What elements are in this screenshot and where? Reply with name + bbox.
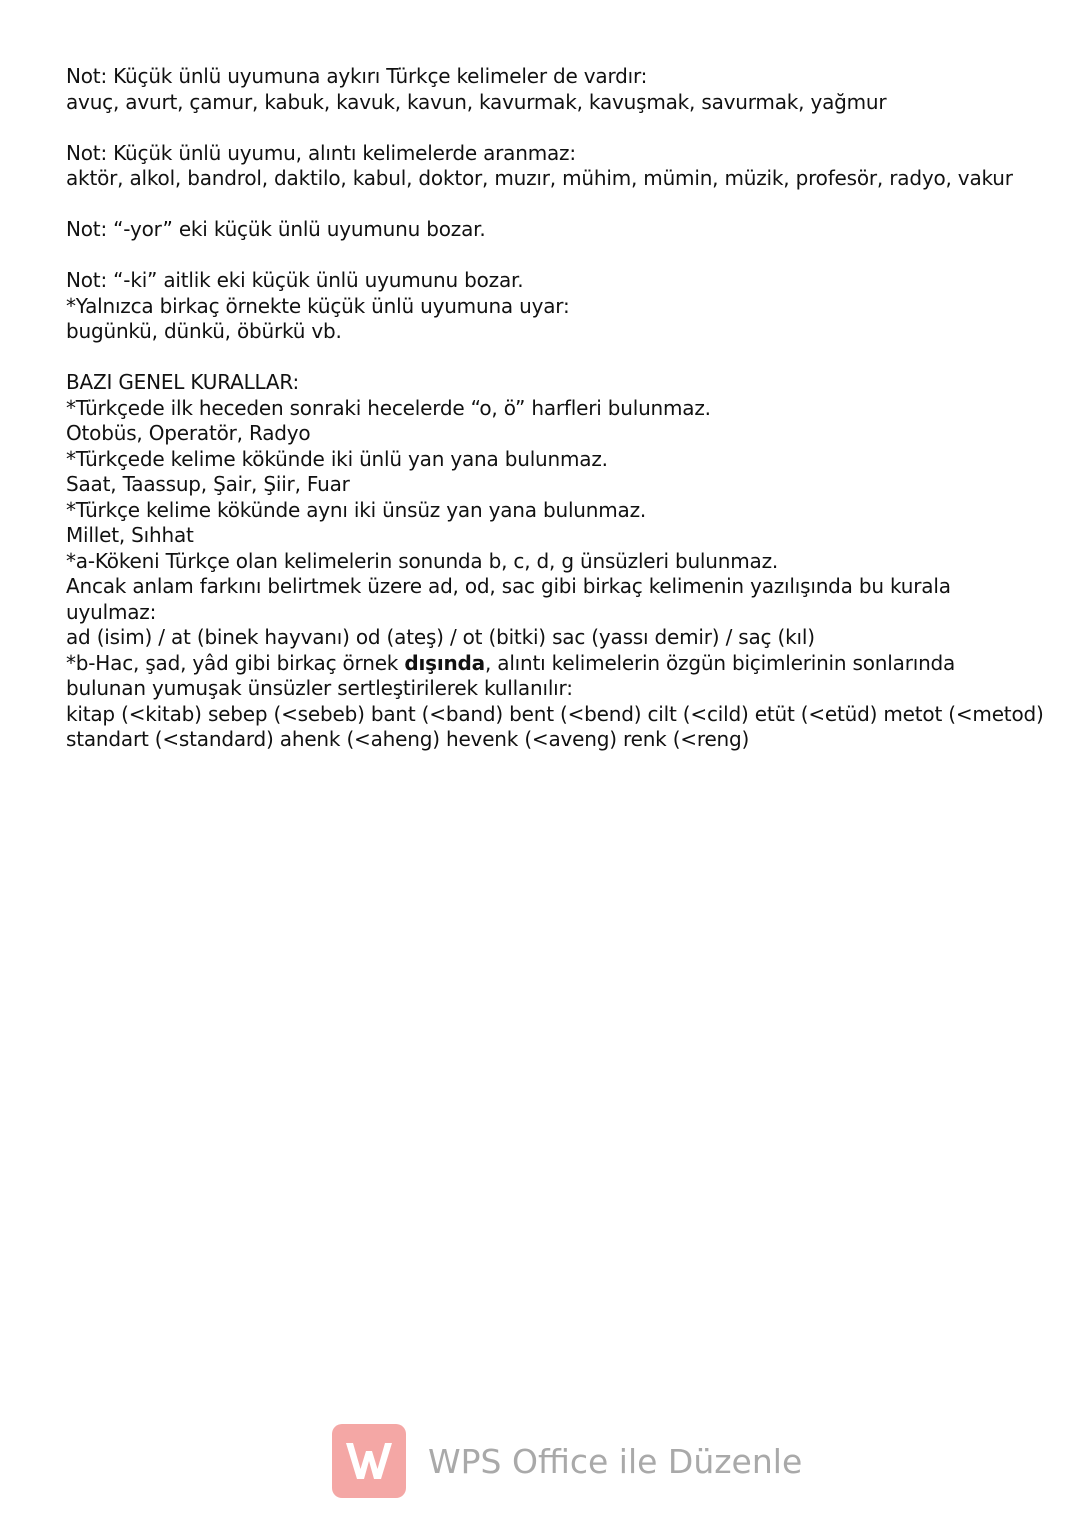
rule-line: uyulmaz: (66, 599, 157, 624)
example-line: ad (isim) / at (binek hayvanı) od (ateş) / ot (bitki) sac (yassı demir) / saç (kıl) (66, 625, 815, 649)
note-line: Not: “-ki” aitlik eki küçük ünlü uyumunu bozar. (66, 268, 524, 292)
rule-line: Ancak anlam farkını belirtmek üzere ad, od, sac gibi birkaç kelimenin yazılışında bu kurala (66, 574, 951, 598)
example-line: bugünkü, dünkü, öbürkü vb. (66, 319, 342, 343)
rule-line: *Türkçede ilk heceden sonraki hecelerde “o, ö” harfleri bulunmaz. (66, 395, 711, 420)
rule-line: bulunan yumuşak ünsüzler sertleştirilerek kullanılır: (66, 676, 573, 700)
note-line: Not: “-yor” eki küçük ünlü uyumunu bozar. (66, 217, 486, 241)
rule-line: *Türkçe kelime kökünde aynı iki ünsüz yan yana bulunmaz. (66, 497, 647, 522)
document-body (66, 64, 1046, 753)
rule-line (66, 651, 1046, 677)
example-line: standart (<standard) ahenk (<aheng) hevenk (<aveng) renk (<reng) (66, 727, 750, 751)
wps-watermark (332, 1424, 802, 1498)
example-line: aktör, alkol, bandrol, daktilo, kabul, doktor, muzır, mühim, mümin, müzik, profesör, radyo, vakur (66, 166, 1013, 190)
bold-emphasis: dışında (404, 650, 485, 675)
wps-logo-icon (332, 1424, 406, 1498)
blank-line (66, 243, 1046, 269)
note-line: Not: Küçük ünlü uyumuna aykırı Türkçe kelimeler de vardır: (66, 64, 648, 88)
section-heading: BAZI GENEL KURALLAR: (66, 370, 300, 394)
rule-line: *a-Kökeni Türkçe olan kelimelerin sonunda b, c, d, g ünsüzleri bulunmaz. (66, 548, 779, 573)
example-line: avuç, avurt, çamur, kabuk, kavuk, kavun, kavurmak, kavuşmak, savurmak, yağmur (66, 89, 887, 114)
rule-text: , alıntı kelimelerin özgün biçimlerinin sonlarında (484, 650, 956, 675)
watermark-text: WPS Office ile Düzenle (428, 1441, 803, 1481)
rule-line: *Türkçede kelime kökünde iki ünlü yan yana bulunmaz. (66, 446, 608, 471)
example-line: Millet, Sıhhat (66, 523, 194, 547)
example-line: Saat, Taassup, Şair, Şiir, Fuar (66, 472, 350, 496)
rule-text: *b-Hac, şad, yâd gibi birkaç örnek (66, 650, 405, 675)
blank-line (66, 345, 1046, 371)
note-line: Not: Küçük ünlü uyumu, alıntı kelimelerde aranmaz: (66, 140, 576, 165)
example-line: Otobüs, Operatör, Radyo (66, 421, 311, 445)
example-line: kitap (<kitab) sebep (<sebeb) bant (<band) bent (<bend) cilt (<cild) etüt (<etüd) metot (<metod) (66, 701, 1044, 726)
blank-line (66, 115, 1046, 141)
blank-line (66, 192, 1046, 218)
rule-line: *Yalnızca birkaç örnekte küçük ünlü uyumuna uyar: (66, 293, 570, 318)
